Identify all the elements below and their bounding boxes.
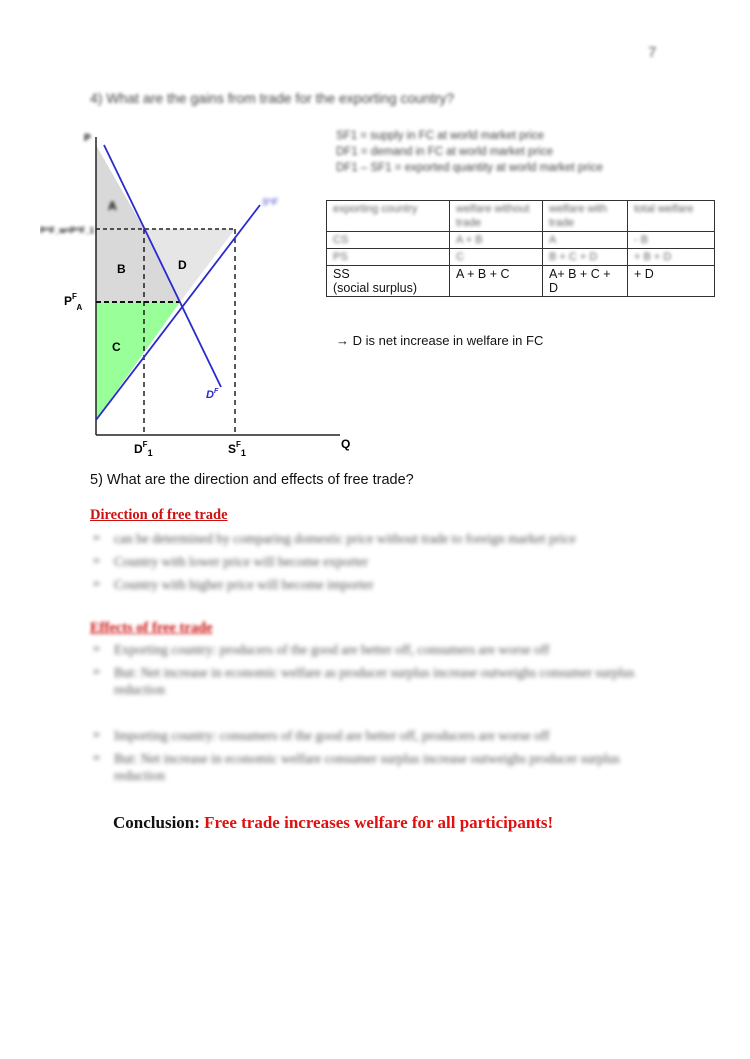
supply-curve-label: S^F	[262, 197, 278, 207]
list-item: ➢ can be determined by comparing domestic price without trade to foreign market price	[92, 531, 576, 546]
table-row-ps	[327, 249, 715, 266]
list-item: ➢ Country with higher price will become importer	[92, 577, 374, 592]
world-price-label: P^F_w=P^F_1	[40, 226, 95, 235]
arrow-bullet-icon: ➢	[92, 729, 102, 741]
table-cell: A + B + C	[456, 267, 510, 281]
arrow-bullet-icon: ➢	[92, 643, 102, 655]
list-item: ➢ Exporting country: producers of the good are better off, consumers are worse off	[92, 642, 550, 657]
table-cell: A + B	[456, 234, 483, 246]
area-b-label: B	[117, 262, 126, 276]
page-number: 7	[648, 44, 657, 61]
table-cell: SS	[333, 267, 350, 281]
arrow-bullet-icon: ➢	[92, 752, 102, 764]
list-item: ➢ Importing country: consumers of the good are better off, producers are worse off	[92, 728, 550, 743]
arrow-bullet-icon: ➢	[92, 555, 102, 567]
table-cell: A	[549, 234, 557, 246]
net-increase-note: → D is net increase in welfare in FC	[336, 333, 544, 348]
list-item: ➢ Country with lower price will become exporter	[92, 554, 369, 569]
area-c-label: C	[112, 340, 121, 354]
axis-q-label: Q	[341, 437, 351, 451]
table-cell: A+ B + C +	[549, 267, 611, 281]
demand-curve-label: $D^F$	[206, 388, 219, 401]
table-header-cell: exporting country	[333, 203, 418, 215]
area-a-region	[96, 145, 144, 229]
definition-line: SF1 = supply in FC at world market price	[336, 130, 545, 142]
list-item: ➢ But: Net increase in economic welfare consumer surplus increase outweighs producer surplus reduction	[92, 751, 620, 783]
area-a-label: A	[108, 199, 117, 213]
conclusion-text: Free trade increases welfare for all participants!	[204, 813, 554, 832]
table-row-cs	[327, 232, 715, 249]
definitions-block	[336, 128, 603, 176]
direction-heading: Direction of free trade	[90, 507, 228, 523]
effects-import-list	[90, 727, 670, 790]
table-cell: (social surplus)	[333, 281, 418, 295]
direction-list	[90, 530, 670, 599]
table-header-row	[327, 201, 715, 232]
table-cell: D	[549, 281, 559, 295]
welfare-table	[326, 200, 715, 297]
question-4: 4) What are the gains from trade for the exporting country?	[90, 90, 455, 106]
area-d-label: D	[178, 258, 187, 272]
definition-line: DF1 = demand in FC at world market price	[336, 146, 553, 158]
effects-heading: Effects of free trade	[90, 620, 213, 636]
arrow-bullet-icon: ➢	[92, 532, 102, 544]
table-header-cell: total welfare	[634, 203, 694, 215]
autarky-price-label: $P^F_A$	[64, 292, 83, 312]
table-header-cell: welfare without trade	[456, 203, 530, 229]
arrow-bullet-icon: ➢	[92, 666, 102, 678]
table-row-ss	[327, 266, 715, 297]
table-cell: + D	[634, 267, 654, 281]
table-cell: PS	[333, 251, 348, 263]
supply-demand-diagram	[40, 125, 370, 460]
demand-quantity-label: $D^F_1$	[134, 440, 153, 458]
list-item: ➢ But: Net increase in economic welfare as producer surplus increase outweighs consumer surplus reduction	[92, 665, 635, 697]
question-5: 5) What are the direction and effects of free trade?	[90, 472, 414, 488]
table-cell: + B + D	[634, 251, 672, 263]
table-cell: B + C + D	[549, 251, 598, 263]
table-cell: C	[456, 251, 464, 263]
arrow-bullet-icon: ➢	[92, 578, 102, 590]
table-cell: CS	[333, 234, 349, 246]
conclusion-label: Conclusion:	[113, 813, 200, 832]
definition-line: DF1 – SF1 = exported quantity at world market price	[336, 162, 603, 174]
axis-p-label: P	[84, 133, 91, 144]
effects-export-list	[90, 641, 670, 704]
conclusion	[113, 813, 553, 833]
table-header-cell: welfare with trade	[549, 203, 608, 229]
table-cell: - B	[634, 234, 649, 246]
supply-quantity-label: $S^F_1$	[228, 440, 246, 458]
